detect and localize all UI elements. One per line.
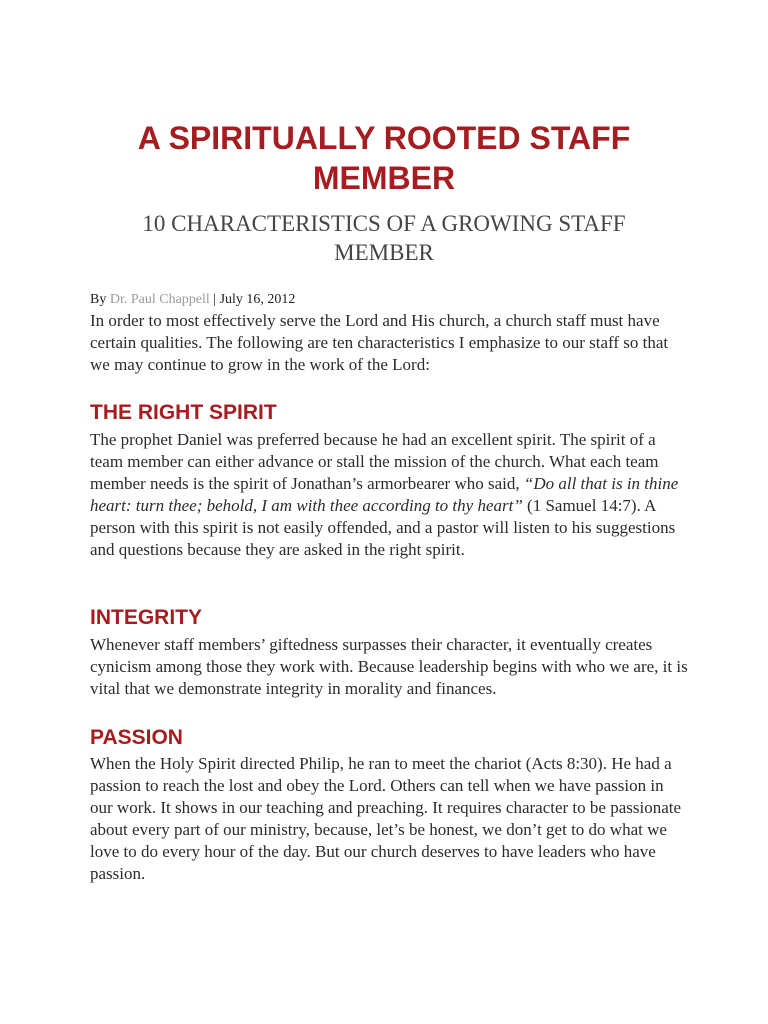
- page-subtitle: 10 CHARACTERISTICS OF A GROWING STAFF MEMBER: [142, 211, 626, 265]
- section-heading-right-spirit: THE RIGHT SPIRIT: [90, 401, 277, 424]
- section-heading-integrity: INTEGRITY: [90, 606, 203, 629]
- scripture-quote: “Do all that is in thine heart: turn thee; behold, I am with thee according to thy heart”: [90, 474, 679, 515]
- publish-date: July 16, 2012: [219, 292, 296, 307]
- section-text-right-spirit: [90, 429, 690, 561]
- section-heading-passion: PASSION: [90, 726, 183, 749]
- byline: [90, 291, 295, 309]
- byline-separator: |: [209, 292, 220, 307]
- page-title: A SPIRITUALLY ROOTED STAFF MEMBER: [137, 120, 631, 196]
- byline-prefix: By: [90, 292, 110, 307]
- section-text-before-quote: The prophet Daniel was preferred because he had an excellent spirit. The spirit of a team member can either advance or stall the mission of the church. What each team member needs is the spirit of Jonathan’s armorbearer who said,: [90, 430, 659, 493]
- section-text-passion: When the Holy Spirit directed Philip, he ran to meet the chariot (Acts 8:30). He had a passion to reach the lost and obey the Lord. Others can tell when we have passion in our work. It shows in our teaching and preaching. It requires character to be passionate about every part of our ministry, because, let’s be honest, we don’t get to do what we love to do every hour of the day. But our church deserves to have leaders who have passion.: [90, 754, 682, 883]
- section-text-integrity: Whenever staff members’ giftedness surpasses their character, it eventually creates cynicism among those they work with. Because leadership begins with who we are, it is vital that we demonstrate integrity in morality and finances.: [90, 635, 688, 698]
- section-text-after-quote: (1 Samuel 14:7). A person with this spirit is not easily offended, and a pastor will listen to his suggestions and questions because they are asked in the right spirit.: [90, 496, 676, 559]
- author-link[interactable]: Dr. Paul Chappell: [109, 292, 210, 307]
- intro-paragraph: In order to most effectively serve the Lord and His church, a church staff must have certain qualities. The following are ten characteristics I emphasize to our staff so that we may continue to grow in the work of the Lord:: [90, 311, 669, 374]
